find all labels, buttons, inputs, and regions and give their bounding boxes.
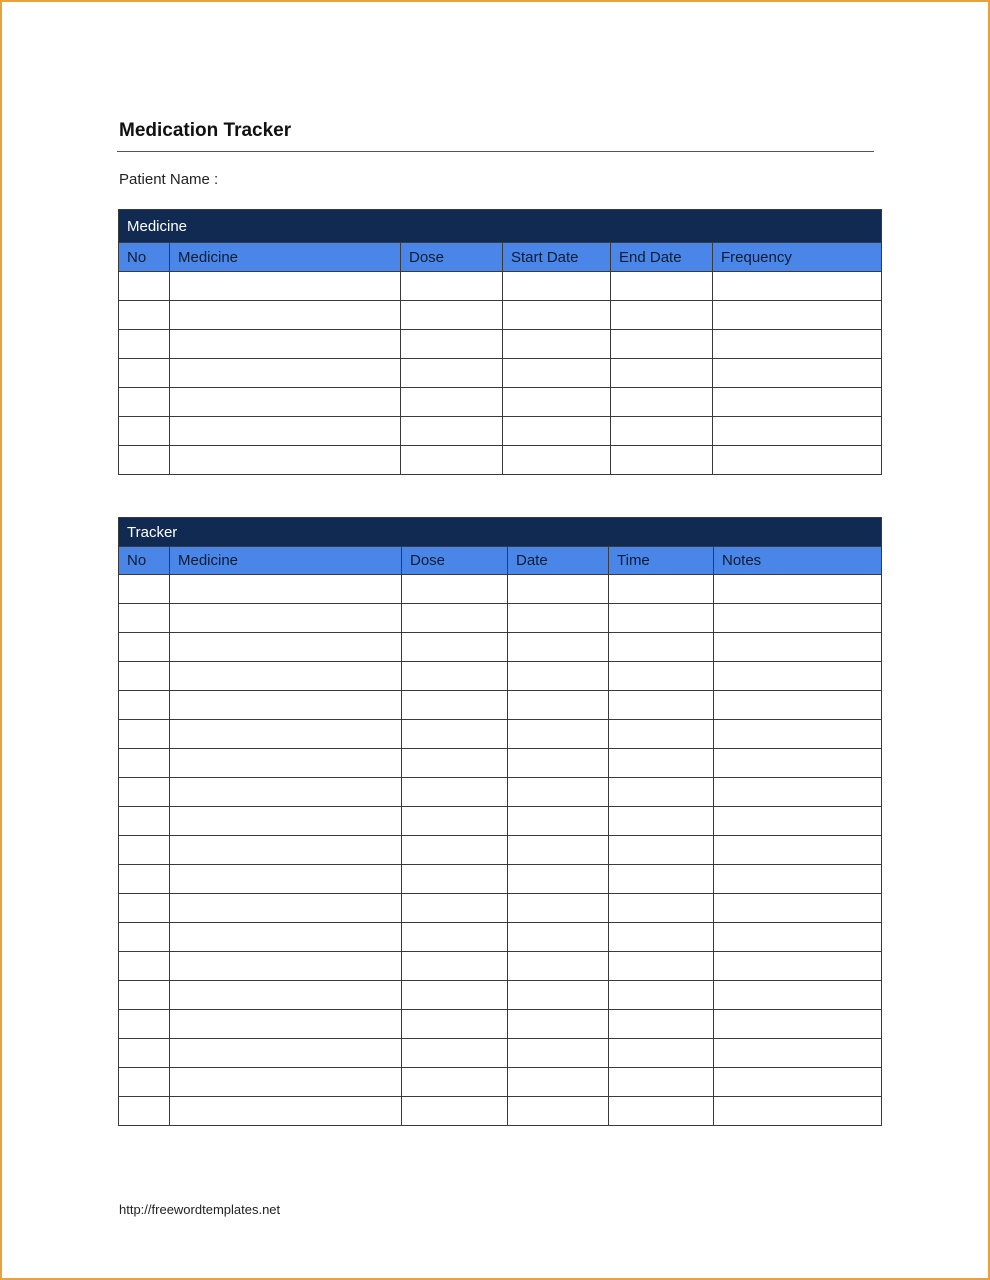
date-cell[interactable]	[508, 662, 609, 691]
dose-cell[interactable]	[402, 1039, 508, 1068]
time-cell[interactable]	[609, 604, 714, 633]
date-cell[interactable]	[508, 807, 609, 836]
document-title: Medication Tracker	[119, 120, 292, 141]
table-row	[119, 662, 882, 691]
start-date-cell[interactable]	[503, 359, 611, 388]
notes-cell[interactable]	[714, 691, 882, 720]
medicine-cell[interactable]	[170, 865, 402, 894]
medicine-cell[interactable]	[170, 1097, 402, 1126]
dose-cell[interactable]	[402, 836, 508, 865]
no-cell[interactable]	[119, 807, 170, 836]
date-cell[interactable]	[508, 575, 609, 604]
end-date-cell[interactable]	[611, 272, 713, 301]
time-cell[interactable]	[609, 691, 714, 720]
medicine-cell[interactable]	[170, 981, 402, 1010]
time-cell[interactable]	[609, 1039, 714, 1068]
frequency-cell[interactable]	[713, 388, 882, 417]
notes-cell[interactable]	[714, 778, 882, 807]
column-header-time: Time	[609, 547, 714, 575]
time-cell[interactable]	[609, 807, 714, 836]
dose-cell[interactable]	[402, 604, 508, 633]
start-date-cell[interactable]	[503, 330, 611, 359]
table-row	[119, 633, 882, 662]
table-row	[119, 604, 882, 633]
column-header-no: No	[119, 243, 170, 272]
notes-cell[interactable]	[714, 575, 882, 604]
table-row	[119, 575, 882, 604]
no-cell[interactable]	[119, 952, 170, 981]
dose-cell[interactable]	[402, 1097, 508, 1126]
medicine-cell[interactable]	[170, 807, 402, 836]
time-cell[interactable]	[609, 720, 714, 749]
dose-cell[interactable]	[402, 894, 508, 923]
time-cell[interactable]	[609, 778, 714, 807]
start-date-cell[interactable]	[503, 301, 611, 330]
dose-cell[interactable]	[402, 865, 508, 894]
table-row	[119, 836, 882, 865]
column-header-dose: Dose	[401, 243, 503, 272]
column-header-no: No	[119, 547, 170, 575]
medicine-cell[interactable]	[170, 388, 401, 417]
no-cell[interactable]	[119, 865, 170, 894]
no-cell[interactable]	[119, 604, 170, 633]
dose-cell[interactable]	[402, 807, 508, 836]
medicine-cell[interactable]	[170, 417, 401, 446]
frequency-cell[interactable]	[713, 301, 882, 330]
column-header-date: Date	[508, 547, 609, 575]
date-cell[interactable]	[508, 836, 609, 865]
time-cell[interactable]	[609, 865, 714, 894]
date-cell[interactable]	[508, 952, 609, 981]
medicine-cell[interactable]	[170, 633, 402, 662]
end-date-cell[interactable]	[611, 301, 713, 330]
table-row	[119, 691, 882, 720]
column-header-start-date: Start Date	[503, 243, 611, 272]
table-row	[119, 923, 882, 952]
table-row	[119, 330, 882, 359]
no-cell[interactable]	[119, 836, 170, 865]
no-cell[interactable]	[119, 633, 170, 662]
medicine-cell[interactable]	[170, 446, 401, 475]
medicine-cell[interactable]	[170, 720, 402, 749]
date-cell[interactable]	[508, 633, 609, 662]
no-cell[interactable]	[119, 720, 170, 749]
column-header-medicine: Medicine	[170, 243, 401, 272]
dose-cell[interactable]	[402, 981, 508, 1010]
column-header-end-date: End Date	[611, 243, 713, 272]
medicine-cell[interactable]	[170, 272, 401, 301]
medicine-cell[interactable]	[170, 1068, 402, 1097]
time-cell[interactable]	[609, 662, 714, 691]
column-header-dose: Dose	[402, 547, 508, 575]
no-cell[interactable]	[119, 446, 170, 475]
dose-cell[interactable]	[402, 633, 508, 662]
time-cell[interactable]	[609, 1097, 714, 1126]
date-cell[interactable]	[508, 894, 609, 923]
notes-cell[interactable]	[714, 952, 882, 981]
no-cell[interactable]	[119, 575, 170, 604]
title-divider	[117, 151, 874, 152]
dose-cell[interactable]	[402, 952, 508, 981]
start-date-cell[interactable]	[503, 417, 611, 446]
table-row	[119, 1068, 882, 1097]
no-cell[interactable]	[119, 330, 170, 359]
no-cell[interactable]	[119, 1039, 170, 1068]
dose-cell[interactable]	[402, 691, 508, 720]
medicine-table-body	[119, 272, 882, 475]
table-row	[119, 446, 882, 475]
no-cell[interactable]	[119, 981, 170, 1010]
tracker-table-body	[119, 575, 882, 1126]
table-row	[119, 388, 882, 417]
no-cell[interactable]	[119, 417, 170, 446]
dose-cell[interactable]	[401, 388, 503, 417]
notes-cell[interactable]	[714, 1097, 882, 1126]
end-date-cell[interactable]	[611, 417, 713, 446]
start-date-cell[interactable]	[503, 388, 611, 417]
medicine-cell[interactable]	[170, 952, 402, 981]
no-cell[interactable]	[119, 301, 170, 330]
table-row	[119, 720, 882, 749]
date-cell[interactable]	[508, 981, 609, 1010]
dose-cell[interactable]	[402, 778, 508, 807]
notes-cell[interactable]	[714, 1010, 882, 1039]
frequency-cell[interactable]	[713, 330, 882, 359]
time-cell[interactable]	[609, 981, 714, 1010]
date-cell[interactable]	[508, 749, 609, 778]
tracker-section-title: Tracker	[119, 518, 882, 547]
no-cell[interactable]	[119, 749, 170, 778]
notes-cell[interactable]	[714, 894, 882, 923]
table-row	[119, 865, 882, 894]
time-cell[interactable]	[609, 894, 714, 923]
notes-cell[interactable]	[714, 662, 882, 691]
dose-cell[interactable]	[401, 359, 503, 388]
medicine-cell[interactable]	[170, 923, 402, 952]
no-cell[interactable]	[119, 1097, 170, 1126]
no-cell[interactable]	[119, 1068, 170, 1097]
start-date-cell[interactable]	[503, 272, 611, 301]
dose-cell[interactable]	[402, 749, 508, 778]
time-cell[interactable]	[609, 575, 714, 604]
dose-cell[interactable]	[402, 923, 508, 952]
no-cell[interactable]	[119, 662, 170, 691]
notes-cell[interactable]	[714, 749, 882, 778]
end-date-cell[interactable]	[611, 359, 713, 388]
no-cell[interactable]	[119, 272, 170, 301]
frequency-cell[interactable]	[713, 446, 882, 475]
date-cell[interactable]	[508, 865, 609, 894]
table-row	[119, 952, 882, 981]
end-date-cell[interactable]	[611, 330, 713, 359]
dose-cell[interactable]	[402, 575, 508, 604]
dose-cell[interactable]	[402, 1068, 508, 1097]
table-row	[119, 359, 882, 388]
footer-url: http://freewordtemplates.net	[119, 1202, 281, 1217]
dose-cell[interactable]	[402, 662, 508, 691]
notes-cell[interactable]	[714, 1039, 882, 1068]
no-cell[interactable]	[119, 359, 170, 388]
date-cell[interactable]	[508, 691, 609, 720]
frequency-cell[interactable]	[713, 359, 882, 388]
no-cell[interactable]	[119, 1010, 170, 1039]
medicine-section-title: Medicine	[119, 210, 882, 243]
notes-cell[interactable]	[714, 604, 882, 633]
column-header-notes: Notes	[714, 547, 882, 575]
dose-cell[interactable]	[401, 301, 503, 330]
table-row	[119, 1039, 882, 1068]
notes-cell[interactable]	[714, 720, 882, 749]
medicine-cell[interactable]	[170, 604, 402, 633]
notes-cell[interactable]	[714, 1068, 882, 1097]
medicine-cell[interactable]	[170, 778, 402, 807]
dose-cell[interactable]	[401, 417, 503, 446]
no-cell[interactable]	[119, 894, 170, 923]
table-row	[119, 778, 882, 807]
table-row	[119, 894, 882, 923]
table-row	[119, 981, 882, 1010]
medicine-cell[interactable]	[170, 575, 402, 604]
medicine-cell[interactable]	[170, 1010, 402, 1039]
date-cell[interactable]	[508, 604, 609, 633]
no-cell[interactable]	[119, 691, 170, 720]
medicine-table	[118, 209, 882, 475]
medicine-cell[interactable]	[170, 359, 401, 388]
date-cell[interactable]	[508, 1097, 609, 1126]
frequency-cell[interactable]	[713, 272, 882, 301]
medicine-cell[interactable]	[170, 1039, 402, 1068]
dose-cell[interactable]	[402, 1010, 508, 1039]
time-cell[interactable]	[609, 836, 714, 865]
time-cell[interactable]	[609, 1010, 714, 1039]
tracker-table	[118, 517, 882, 1126]
no-cell[interactable]	[119, 923, 170, 952]
notes-cell[interactable]	[714, 836, 882, 865]
notes-cell[interactable]	[714, 633, 882, 662]
patient-name-label: Patient Name :	[119, 171, 219, 188]
time-cell[interactable]	[609, 633, 714, 662]
dose-cell[interactable]	[401, 272, 503, 301]
date-cell[interactable]	[508, 923, 609, 952]
end-date-cell[interactable]	[611, 388, 713, 417]
table-row	[119, 1097, 882, 1126]
table-row	[119, 272, 882, 301]
medicine-cell[interactable]	[170, 691, 402, 720]
date-cell[interactable]	[508, 1039, 609, 1068]
medicine-cell[interactable]	[170, 836, 402, 865]
dose-cell[interactable]	[401, 330, 503, 359]
medicine-cell[interactable]	[170, 301, 401, 330]
table-row	[119, 1010, 882, 1039]
date-cell[interactable]	[508, 1010, 609, 1039]
table-row	[119, 417, 882, 446]
medicine-cell[interactable]	[170, 894, 402, 923]
table-row	[119, 807, 882, 836]
time-cell[interactable]	[609, 923, 714, 952]
no-cell[interactable]	[119, 778, 170, 807]
table-row	[119, 301, 882, 330]
medicine-cell[interactable]	[170, 662, 402, 691]
time-cell[interactable]	[609, 952, 714, 981]
notes-cell[interactable]	[714, 865, 882, 894]
date-cell[interactable]	[508, 1068, 609, 1097]
medicine-cell[interactable]	[170, 749, 402, 778]
table-row	[119, 749, 882, 778]
no-cell[interactable]	[119, 388, 170, 417]
time-cell[interactable]	[609, 749, 714, 778]
end-date-cell[interactable]	[611, 446, 713, 475]
frequency-cell[interactable]	[713, 417, 882, 446]
start-date-cell[interactable]	[503, 446, 611, 475]
dose-cell[interactable]	[402, 720, 508, 749]
time-cell[interactable]	[609, 1068, 714, 1097]
column-header-frequency: Frequency	[713, 243, 882, 272]
notes-cell[interactable]	[714, 981, 882, 1010]
column-header-medicine: Medicine	[170, 547, 402, 575]
date-cell[interactable]	[508, 720, 609, 749]
notes-cell[interactable]	[714, 923, 882, 952]
dose-cell[interactable]	[401, 446, 503, 475]
medicine-cell[interactable]	[170, 330, 401, 359]
notes-cell[interactable]	[714, 807, 882, 836]
date-cell[interactable]	[508, 778, 609, 807]
